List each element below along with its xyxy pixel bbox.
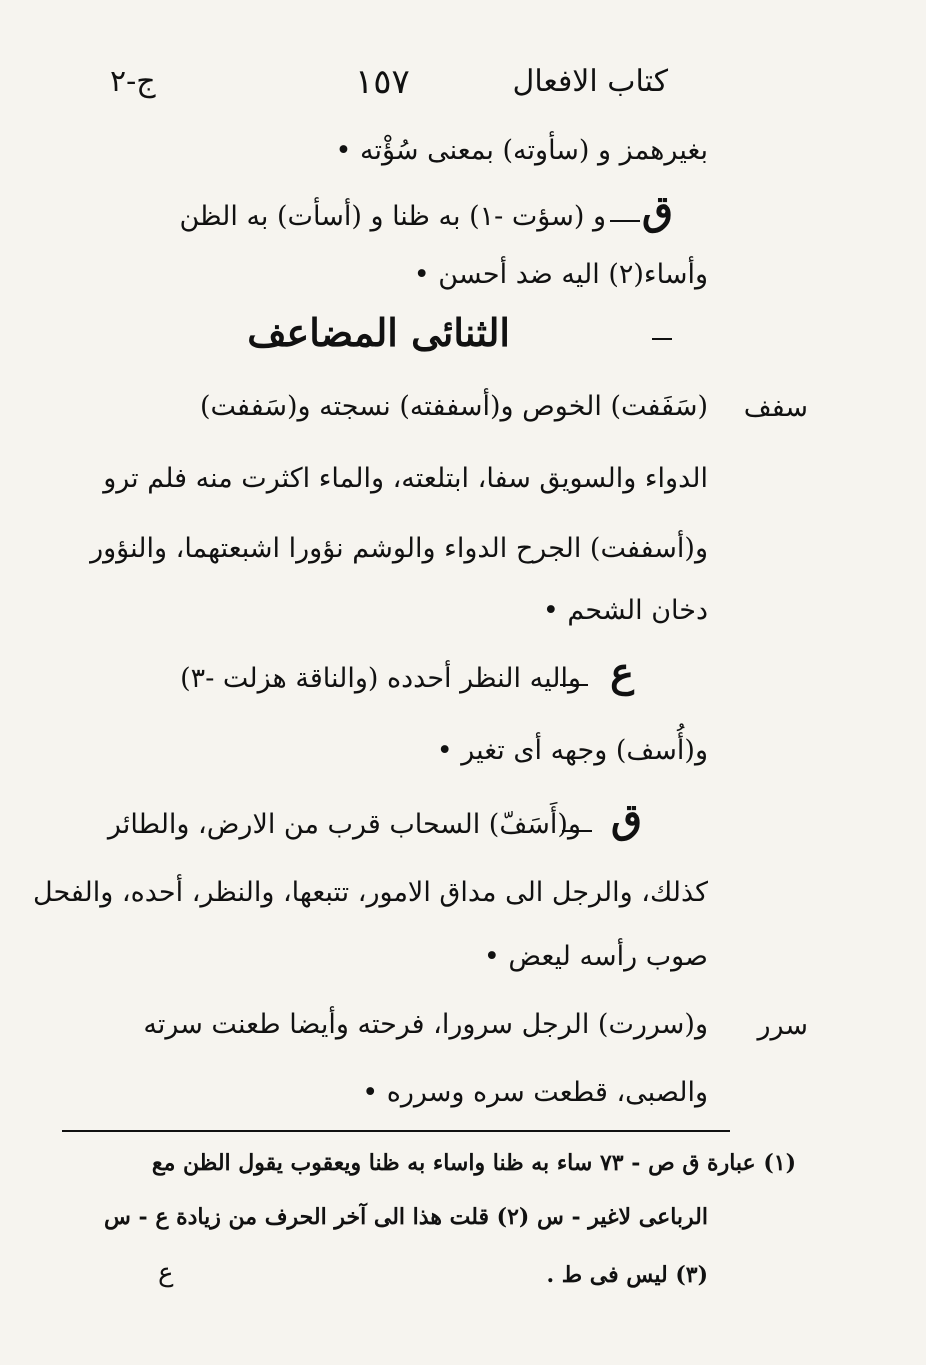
running-title: كتاب الافعال <box>512 64 668 99</box>
text-line: صوب رأسه ليعض • <box>483 941 708 972</box>
footnote-rule <box>62 1130 730 1132</box>
text-line: دخان الشحم • <box>542 595 708 626</box>
text-line: (سَفَفت) الخوص و(أسففته) نسجته و(سَففت) <box>200 391 708 422</box>
footnote: (٣) ليس فى ط . <box>546 1262 708 1288</box>
source-letter: ق <box>610 795 642 842</box>
source-letter: ع <box>610 649 634 696</box>
text-line: واليه النظر أحدده (والناقة هزلت -٣) <box>180 663 581 694</box>
section-title: الثنائى المضاعف <box>247 310 510 355</box>
signature-mark: ع <box>158 1258 174 1288</box>
text-line: و(أسففت) الجرح الدواء والوشم نؤورا اشبعتهما، والنؤور <box>90 533 708 564</box>
page-number: ١٥٧ <box>355 62 410 102</box>
source-letter: ق <box>641 187 673 234</box>
text-line: و(أُسف) وجهه أى تغير • <box>436 735 708 766</box>
footnote: الرباعى لاغير - س (٢) قلت هذا الى آخر الحرف من زيادة ع - س <box>104 1204 708 1230</box>
text-line: و(أَسَفّ) السحاب قرب من الارض، والطائر <box>107 809 581 840</box>
text-line: و(سررت) الرجل سرورا، فرحته وأيضا طعنت سرته <box>143 1009 708 1040</box>
text-line: والصبى، قطعت سره وسرره • <box>362 1077 708 1108</box>
text-line: بغيرهمز و (سأوته) بمعنى سُؤْته • <box>335 135 708 166</box>
volume-marker: ج-٢ <box>110 64 156 99</box>
text-line: كذلك، والرجل الى مداق الامور، تتبعها، والنظر، أحده، والفحل <box>33 877 708 908</box>
root-word: سفف <box>743 392 808 423</box>
footnote: (١) عبارة ق ص - ٧٣ ساء به ظنا واساء به ظنا ويعقوب يقول الظن مع <box>151 1150 796 1176</box>
text-line: الدواء والسويق سفا، ابتلعته، والماء اكثرت منه فلم ترو <box>103 463 708 494</box>
text-line: و (سؤت -١) به ظنا و (أسأت) به الظن <box>179 201 606 232</box>
title-dash <box>652 338 672 340</box>
letter-dash <box>610 220 640 222</box>
root-word: سرر <box>757 1010 808 1041</box>
text-line: وأساء(٢) اليه ضد أحسن • <box>413 259 708 290</box>
